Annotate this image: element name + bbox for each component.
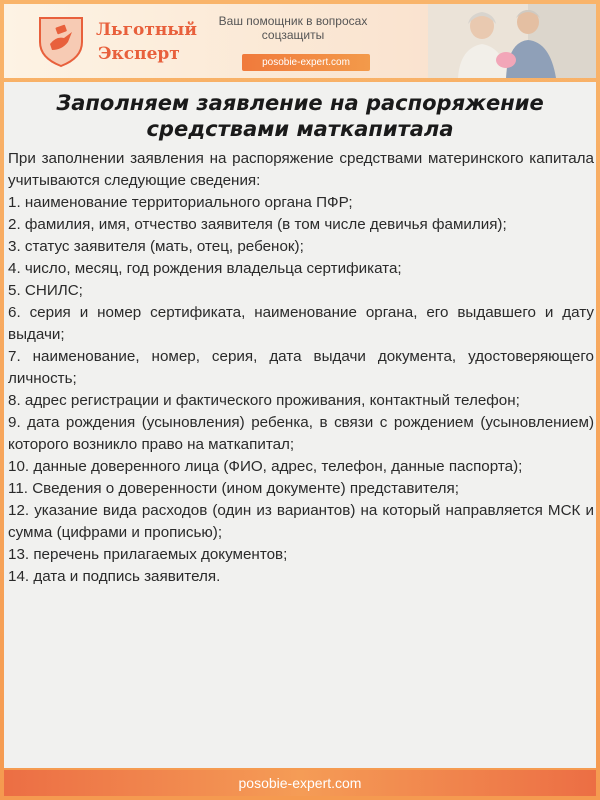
list-item: 13. перечень прилагаемых документов; — [8, 546, 288, 563]
tagline-line2: соцзащиты — [261, 28, 325, 42]
list-item: 2. фамилия, имя, отчество заявителя (в том числе девичья фамилия); — [8, 216, 507, 233]
header-url-link[interactable]: posobie-expert.com — [242, 54, 370, 71]
article-body — [8, 148, 594, 588]
tagline-line1: Ваш помощник в вопросах — [218, 14, 368, 28]
list-item: 4. число, месяц, год рождения владельца сертификата; — [8, 260, 402, 277]
list-item: 6. серия и номер сертификата, наименование органа, его выдавшего и дату выдачи; — [8, 304, 594, 343]
title-line2: средствами маткапитала — [146, 117, 454, 141]
tagline — [218, 14, 368, 42]
header-banner — [4, 4, 596, 78]
page-title — [4, 90, 596, 142]
title-line1: Заполняем заявление на распоряжение — [56, 91, 544, 115]
article-card — [4, 82, 596, 768]
list-item: 10. данные доверенного лица (ФИО, адрес, телефон, данные паспорта); — [8, 458, 523, 475]
logo-line1: Льготный — [96, 20, 197, 40]
logo-text — [96, 18, 197, 66]
list-item: 12. указание вида расходов (один из вариантов) на который направляется МСК и сумма (цифрами и прописью); — [8, 502, 594, 541]
list-item: 5. СНИЛС; — [8, 282, 83, 299]
list-item: 14. дата и подпись заявителя. — [8, 568, 221, 585]
list-item: 3. статус заявителя (мать, отец, ребенок); — [8, 238, 304, 255]
elderly-couple-photo — [428, 4, 596, 78]
shield-logo-icon — [34, 14, 88, 68]
logo-line2: Эксперт — [98, 44, 180, 64]
list-item: 7. наименование, номер, серия, дата выдачи документа, удостоверяющего личность; — [8, 348, 594, 387]
list-item: 11. Сведения о доверенности (ином документе) представителя; — [8, 480, 459, 497]
list-item: 1. наименование территориального органа ПФР; — [8, 194, 353, 211]
list-item: 9. дата рождения (усыновления) ребенка, в связи с рождением (усыновлением) которого возникло право на маткапитал; — [8, 414, 594, 453]
list-item: 8. адрес регистрации и фактического проживания, контактный телефон; — [8, 392, 520, 409]
intro-text: При заполнении заявления на распоряжение средствами материнского капитала учитываются следующие сведения: — [8, 150, 594, 189]
footer-url-link[interactable]: posobie-expert.com — [4, 770, 596, 796]
